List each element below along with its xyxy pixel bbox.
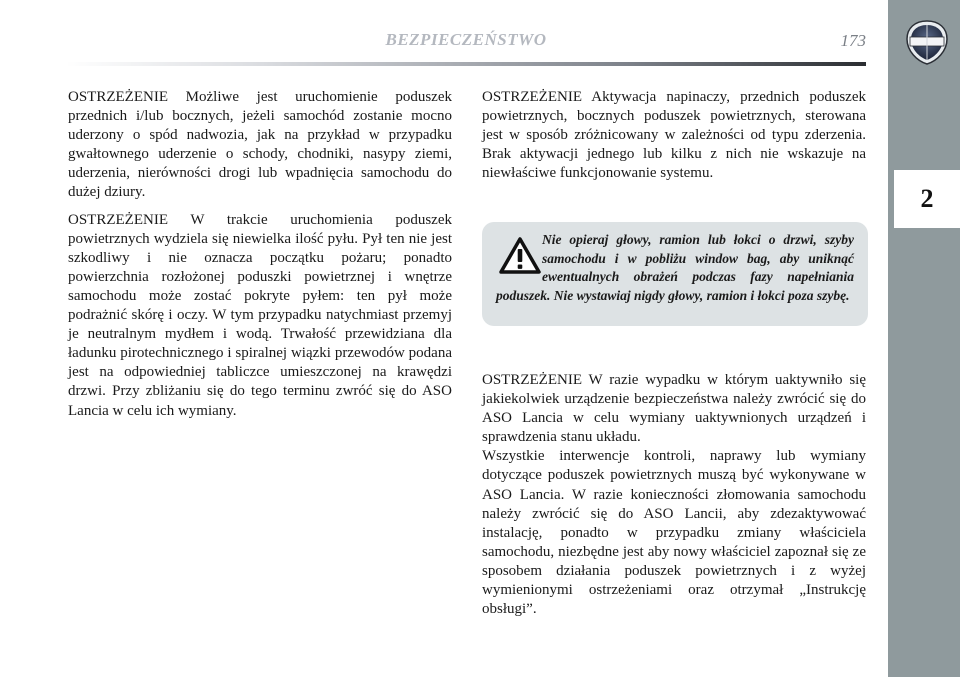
warning-callout-text: Nie opieraj głowy, ramion lub łokci o drzwi, szyby samochodu i w pobliżu window bag, aby uniknąć ewentualnych obrażeń podczas fazy napełniania poduszek. Nie wystawiaj nigdy głowy, ramion i łokci poza szybę.: [496, 232, 854, 303]
warning-paragraph-3: OSTRZEŻENIE Aktywacja napinaczy, przednich poduszek powietrznych, bocznych poduszek powietrznych, sterowana jest w sposób zróżnicowany w zależności od typu zderzenia. Brak aktywacji jednego lub kilku z nich nie wskazuje na niewłaściwe funkcjonowanie systemu.: [482, 89, 866, 182]
warning-triangle-icon: [498, 236, 542, 276]
service-paragraph: Wszystkie interwencje kontroli, naprawy lub wymiany dotyczące poduszek powietrznych muszą być wykonywane w ASO Lancia. W razie konieczności złomowania samochodu należy zwrócić się do ASO Lancii, aby zdezaktywować instalację, ponadto w przypadku zmiany właściciela samochodu, niezbędne jest aby nowy właściciel zapoznał się ze sposobem działania poduszek powietrznych i z wyżej wymienionymi ostrzeżeniami oraz otrzymał „Instrukcję obsługi”.: [482, 448, 866, 618]
page-number: 173: [840, 31, 866, 50]
warning-callout: [482, 222, 868, 326]
page-header: [66, 30, 866, 60]
section-title: BEZPIECZEŃSTWO: [385, 30, 547, 49]
right-column-lower: [482, 371, 866, 619]
warning-paragraph-1: OSTRZEŻENIE Możliwe jest uruchomienie poduszek przednich i/lub bocznych, jeżeli samochód zostanie mocno uderzony o spód nadwozia, jak na przykład w przypadku gwałtownego uderzenie o schody, chodniki, nasypy ziemi, uderzenia, nierówności drogi lub wpadnięcia samochodu do dużej dziury.: [68, 89, 452, 201]
chapter-number: 2: [894, 170, 960, 228]
left-column: [68, 88, 452, 429]
warning-paragraph-4: OSTRZEŻENIE W razie wypadku w którym uaktywniło się jakiekolwiek urządzenie bezpieczeństwa należy zwrócić się do ASO Lancia w celu wymiany uaktywnionych urządzeń i sprawdzenia stanu układu.: [482, 372, 866, 446]
warning-paragraph-2: OSTRZEŻENIE W trakcie uruchomienia poduszek powietrznych wydziela się niewielka ilość pyłu. Pył ten nie jest szkodliwy i nie oznacza początku pożaru; ponadto powierzchnia rozłożonej poduszki powietrznej i wnętrze samochodu może zostać pokryte pyłem: ten pył może podrażnić skórę i oczy. W tym przypadku natychmiast przemyj je neutralnym mydłem i wodą. Trwałość przewidziana dla ładunku pirotechnicznego i spiralnej wiązki przewodów podana jest na odpowiedniej tabliczce umieszczonej na krawędzi drzwi. Przy zbliżaniu się do tego terminu zwróć się do ASO Lancia w celu ich wymiany.: [68, 211, 452, 419]
header-divider: [66, 62, 866, 66]
chapter-side-tab: [888, 0, 960, 677]
lancia-logo-icon: [905, 19, 949, 65]
right-column: [482, 88, 866, 191]
